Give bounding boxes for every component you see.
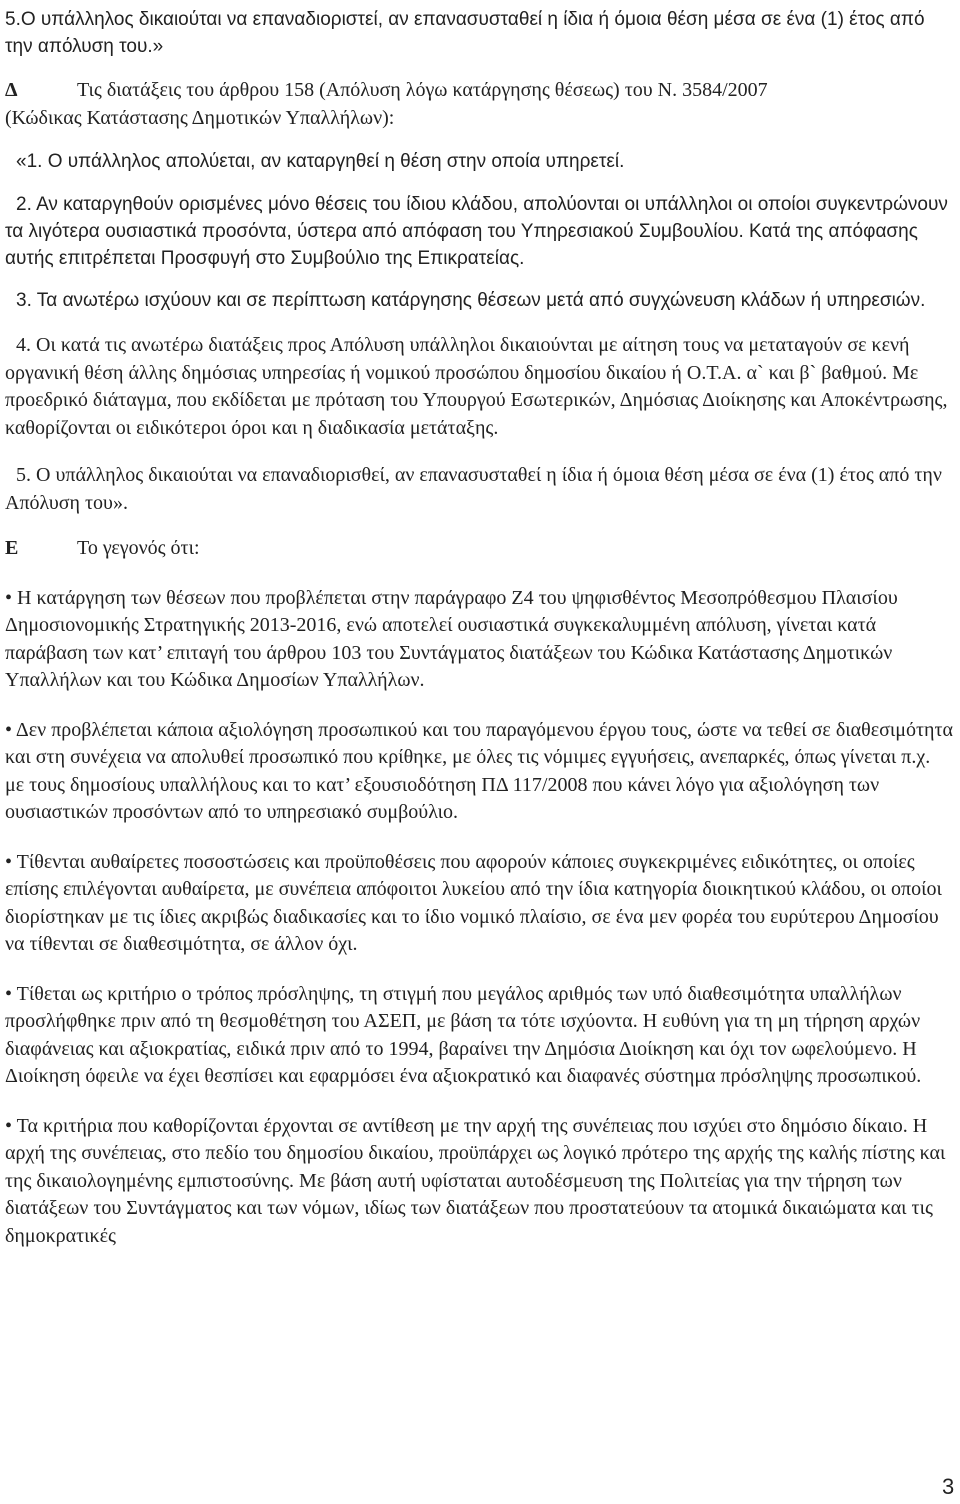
article-item-2: 2. Αν καταργηθούν ορισμένες μόνο θέσεις του ίδιου κλάδου, απολύονται οι υπάλληλοι οι οποίοι συγκεντρώνουν τα λιγότερα ουσιαστικά προσόντα, ύστερα από απόφαση του Υπηρεσιακού Συμβουλίου. Κατά της απόφασης αυτής επιτρέπεται Προσφυγή στο Συμβούλιο της Επικρατείας. — [5, 194, 948, 269]
article-item-4: 4. Οι κατά τις ανωτέρω διατάξεις προς Απόλυση υπάλληλοι δικαιούνται με αίτηση τους να μεταταγούν σε κενή οργανική θέση άλλης δημόσιας υπηρεσίας ή νομικού προσώπου δημοσίου δικαίου ή Ο.Τ.Α. α` και β` βαθμού. Με προεδρικό διάταγμα, που εκδίδεται με πρόταση του Υπουργού Εσωτερικών, Δημόσιας Διοίκησης και Αποκέντρωσης, καθορίζονται οι ειδικότεροι όροι και η διαδικασία μετάταξης. — [5, 334, 948, 439]
section-letter-e: Ε — [5, 537, 19, 559]
article-item-1: «1. Ο υπάλληλος απολύεται, αν καταργηθεί η θέση στην οποία υπηρετεί. — [16, 151, 625, 172]
bullet-item-1: • Η κατάργηση των θέσεων που προβλέπεται στην παράγραφο Ζ4 του ψηφισθέντος Μεσοπρόθεσμου Πλαισίου Δημοσιονομικής Στρατηγικής 2013-2016, ενώ αποτελεί ουσιαστικά συγκεκαλυμμένη απόλυση, γίνεται κατά παράβαση των κατ’ επιταγή του άρθρου 103 του Συντάγματος διατάξεων του Κώδικα Κατάστασης Δημοτικών Υπαλλήλων και του Κώδικα Δημοσίων Υπαλλήλων. — [5, 586, 898, 691]
section-delta-text-continued: (Κώδικας Κατάστασης Δημοτικών Υπαλλήλων): — [5, 106, 395, 129]
section-letter-delta: Δ — [5, 79, 18, 101]
section-e-text: Το γεγονός ότι: — [77, 537, 200, 559]
page-number: 3 — [942, 1474, 955, 1499]
paragraph-item-5-top: 5.Ο υπάλληλος δικαιούται να επαναδιοριστεί, αν επανασυσταθεί η ίδια ή όμοια θέση μέσα σε ένα (1) έτος από την απόλυση του.» — [5, 9, 925, 57]
article-item-3: 3. Τα ανωτέρω ισχύουν και σε περίπτωση κατάργησης θέσεων μετά από συγχώνευση κλάδων ή υπηρεσιών. — [16, 290, 926, 311]
bullet-item-3: • Τίθενται αυθαίρετες ποσοστώσεις και προϋποθέσεις που αφορούν κάποιες συγκεκριμένες ειδικότητες, οι οποίες επίσης επιλέγονται αυθαίρετα, με συνέπεια απόφοιτοι λυκείου από την ίδια κατηγορία διοικητικού κλάδου, οι οποίοι διορίστηκαν με τις ίδιες ακριβώς διαδικασίες και το ίδιο νομικό πλαίσιο, σε ένα μεν φορέα του ευρύτερου Δημοσίου να τίθενται σε διαθεσιμότητα, σε άλλον όχι. — [5, 850, 942, 955]
bullet-item-4: • Τίθεται ως κριτήριο ο τρόπος πρόσληψης, τη στιγμή που μεγάλος αριθμός των υπό διαθεσιμότητα υπαλλήλων προσλήφθηκε πριν από τη θεσμοθέτηση του ΑΣΕΠ, με βάση τα τότε ισχύοντα. Η ευθύνη για τη μη τήρηση αρχών διαφάνειας και αξιοκρατίας, ειδικά πριν από το 1994, βαραίνει την Δημόσια Διοίκηση και όχι τον ωφελούμενο. Η Διοίκηση όφειλε να έχει θεσπίσει και εφαρμόσει ένα αξιοκρατικό και διαφανές σύστημα πρόσληψης προσωπικού. — [5, 982, 922, 1087]
document-page — [5, 6, 953, 1250]
bullet-item-2: • Δεν προβλέπεται κάποια αξιολόγηση προσωπικού και του παραγόμενου έργου τους, ώστε να τεθεί σε διαθεσιμότητα και στη συνέχεια να απολυθεί προσωπικό που κρίθηκε, με όλες τις νόμιμες εγγυήσεις, ανεπαρκές, όπως γίνεται π.χ. με τους δημοσίους υπαλλήλους και το κατ’ εξουσιοδότηση ΠΔ 117/2008 που κάνει λόγο για αξιολόγηση των ουσιαστικών προσόντων από το υπηρεσιακό συμβούλιο. — [5, 718, 953, 823]
section-e-heading — [5, 535, 953, 563]
section-delta-text: Τις διατάξεις του άρθρου 158 (Απόλυση λόγω κατάργησης θέσεως) του Ν. 3584/2007 — [77, 79, 768, 101]
section-delta-heading — [5, 77, 953, 105]
article-item-5: 5. Ο υπάλληλος δικαιούται να επαναδιορισθεί, αν επανασυσταθεί η ίδια ή όμοια θέση μέσα σε ένα (1) έτος από την Απόλυση του». — [5, 464, 942, 514]
bullet-item-5: • Τα κριτήρια που καθορίζονται έρχονται σε αντίθεση με την αρχή της συνέπειας που ισχύει στο δημόσιο δίκαιο. Η αρχή της συνέπειας, στο πεδίο του δημοσίου δικαίου, προϋπάρχει ως λογικό πρότερο της αρχής της καλής πίστης και της δικαιολογημένης εμπιστοσύνης. Με βάση αυτή υφίσταται αυτοδέσμευση της Πολιτείας για την τήρηση των διατάξεων του Συντάγματος και των νόμων, ιδίως των διατάξεων που προστατεύουν τα ατομικά δικαιώματα και τις δημοκρατικές — [5, 1114, 946, 1247]
